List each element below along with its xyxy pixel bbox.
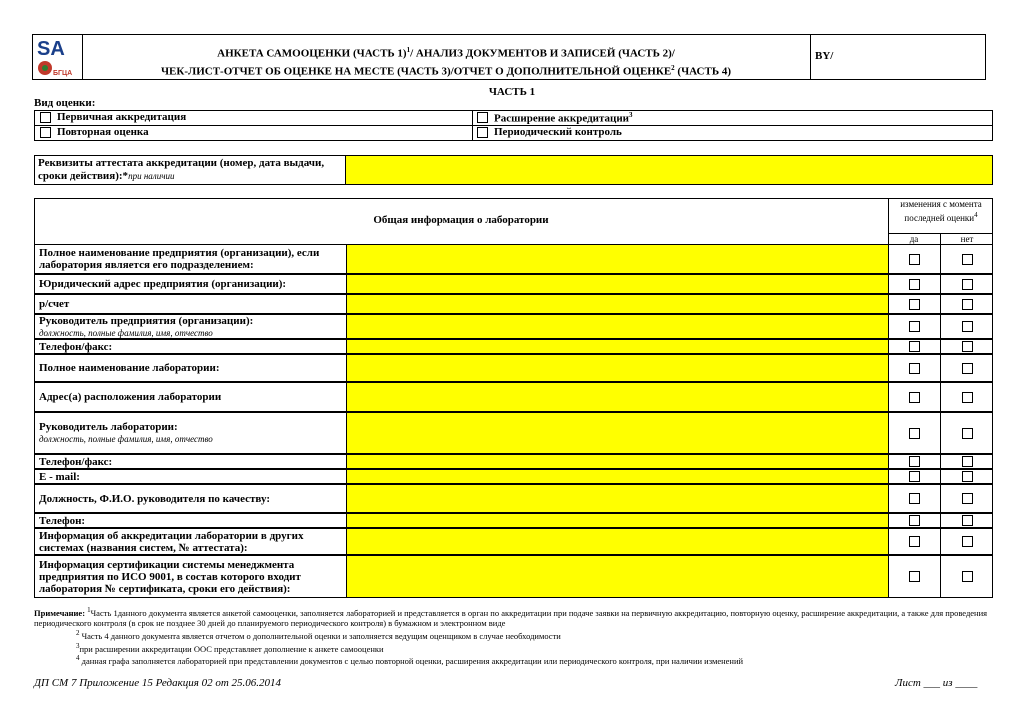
row-input[interactable]	[346, 245, 889, 273]
table-row	[34, 382, 993, 412]
title-line1: АНКЕТА САМООЦЕНКИ (ЧАСТЬ 1)	[217, 47, 407, 60]
changes-header-text: изменения с момента последней оценки	[900, 199, 982, 223]
row-label-hint: должность, полные фамилия, имя, отчество	[39, 434, 213, 444]
assessment-vline	[472, 110, 473, 141]
note-2-text: Часть 4 данного документа является отчетом о дополнительной оценки и заполняется ведущим оценщиком в случае необходимости	[81, 630, 561, 641]
row-label-text: Информация об аккредитации лаборатории в других системах (названия систем, № аттестата):	[39, 529, 304, 554]
note-3-text: при расширении аккредитации ООС представляет дополнение к анкете самооценки	[79, 643, 384, 654]
row-no-cell	[941, 315, 993, 338]
table-title: Общая информация о лаборатории	[373, 214, 549, 226]
row-label-text: E - mail:	[39, 470, 80, 483]
document-title	[84, 43, 808, 78]
checkbox-changed-no[interactable]	[962, 341, 973, 352]
row-no-cell	[941, 355, 993, 381]
checkbox-repeat[interactable]	[40, 127, 51, 138]
row-yes-cell	[889, 514, 941, 527]
row-label-text: Полное наименование предприятия (организации), если лаборатория является его подразделением:	[39, 247, 320, 271]
certificate-label-text: Реквизиты аттестата аккредитации (номер, дата выдачи, сроки действия):*	[38, 157, 325, 182]
row-label	[35, 245, 346, 273]
row-label	[35, 470, 346, 483]
title-line2-rest: (ЧАСТЬ 4)	[674, 65, 732, 78]
certificate-input[interactable]	[345, 155, 993, 185]
header-code-divider	[810, 34, 811, 80]
option-repeat-label: Повторная оценка	[57, 126, 149, 138]
row-no-cell	[941, 413, 993, 453]
checkbox-changed-no[interactable]	[962, 428, 973, 439]
row-input[interactable]	[346, 295, 889, 313]
option-primary-label: Первичная аккредитация	[57, 111, 187, 123]
checkbox-changed-no[interactable]	[962, 363, 973, 374]
row-no-cell	[941, 455, 993, 468]
title-line2: ЧЕК-ЛИСТ-ОТЧЕТ ОБ ОЦЕНКЕ НА МЕСТЕ (ЧАСТЬ 3)/ОТЧЕТ О ДОПОЛНИТЕЛЬНОЙ ОЦЕНКЕ	[160, 65, 672, 78]
logo-text: SA	[37, 38, 65, 60]
row-label-text: Адрес(а) расположения лаборатории	[39, 391, 222, 403]
row-yes-cell	[889, 413, 941, 453]
row-label-hint: должность, полные фамилия, имя, отчество	[39, 327, 213, 338]
row-label	[35, 485, 346, 512]
note-3	[34, 641, 989, 654]
table-row	[34, 314, 993, 339]
title-sup1: 1	[406, 46, 411, 54]
row-input[interactable]	[346, 485, 889, 512]
row-no-cell	[941, 514, 993, 527]
checkbox-changed-no[interactable]	[962, 536, 973, 547]
row-input[interactable]	[346, 383, 889, 411]
checkbox-changed-yes[interactable]	[909, 571, 920, 582]
certificate-label	[38, 157, 343, 183]
checkbox-changed-no[interactable]	[962, 392, 973, 403]
option-periodic[interactable]	[477, 126, 622, 138]
header-logo-divider	[82, 34, 83, 80]
checkbox-periodic[interactable]	[477, 127, 488, 138]
assessment-label: Вид оценки:	[34, 97, 96, 109]
row-yes-cell	[889, 383, 941, 411]
row-yes-cell	[889, 485, 941, 512]
row-input[interactable]	[346, 470, 889, 483]
option-repeat[interactable]	[40, 126, 149, 138]
footer-doc-id: ДП СМ 7 Приложение 15 Редакция 02 от 25.06.2014	[34, 677, 282, 689]
row-label	[35, 413, 346, 453]
option-extension-sup: 3	[629, 111, 633, 119]
row-input[interactable]	[346, 275, 889, 293]
row-label-text: Должность, Ф.И.О. руководителя по качеству:	[39, 492, 270, 505]
note-3-sup: 3	[76, 641, 80, 650]
note-4-sup: 4	[76, 654, 80, 663]
row-input[interactable]	[346, 315, 889, 338]
row-label	[35, 340, 346, 353]
row-label-text: Телефон/факс:	[39, 340, 113, 353]
col-no: нет	[960, 234, 974, 244]
row-label	[35, 383, 346, 411]
checkbox-changed-yes[interactable]	[909, 515, 920, 526]
row-yes-cell	[889, 355, 941, 381]
checkbox-changed-no[interactable]	[962, 456, 973, 467]
checkbox-changed-yes[interactable]	[909, 279, 920, 290]
row-label	[35, 275, 346, 293]
row-yes-cell	[889, 455, 941, 468]
row-yes-cell	[889, 529, 941, 554]
note-2-sup: 2	[76, 628, 80, 637]
table-row	[34, 412, 993, 454]
row-yes-cell	[889, 295, 941, 313]
col-yes: да	[909, 234, 919, 244]
changes-header	[889, 199, 993, 224]
note-4	[34, 653, 989, 666]
notes	[34, 605, 989, 666]
row-no-cell	[941, 485, 993, 512]
checkbox-changed-yes[interactable]	[909, 341, 920, 352]
table-row	[34, 513, 993, 528]
bgca-logo	[35, 37, 79, 77]
row-no-cell	[941, 470, 993, 483]
row-yes-cell	[889, 556, 941, 597]
row-label-text: Телефон:	[39, 514, 86, 527]
note-1-text: Часть 1данного документа является анкетой самооценки, заполняется лабораторией и представляется в орган по аккредитации при подаче заявки на первичную аккредитацию, повторную оценку, расширение аккредитации, а также для проведения периодического контроля (в срок не позднее 30 дней до планируемого периодического контроля) в бумажном и электронном виде	[34, 607, 988, 628]
checkbox-changed-yes[interactable]	[909, 471, 920, 482]
row-label	[35, 529, 346, 554]
checkbox-changed-no[interactable]	[962, 299, 973, 310]
row-input[interactable]	[346, 413, 889, 453]
note-4-text: данная графа заполняется лабораторией при представлении документов с целью повторной оценки, расширения аккредитации или периодического контроля, при наличии изменений	[81, 656, 744, 667]
table-row	[34, 274, 993, 294]
row-input[interactable]	[346, 355, 889, 381]
notes-title: Примечание:	[34, 607, 86, 618]
table-row	[34, 469, 993, 484]
row-no-cell	[941, 340, 993, 353]
checkbox-changed-no[interactable]	[962, 571, 973, 582]
row-label-text: Руководитель предприятия (организации):	[39, 314, 254, 327]
row-label-text: Телефон/факс:	[39, 455, 113, 468]
row-label-text: Руководитель лаборатории:	[39, 421, 178, 433]
row-input[interactable]	[346, 529, 889, 554]
row-input[interactable]	[346, 455, 889, 468]
table-row	[34, 454, 993, 469]
option-extension[interactable]	[477, 111, 633, 125]
row-yes-cell	[889, 470, 941, 483]
checkbox-changed-no[interactable]	[962, 279, 973, 290]
row-no-cell	[941, 556, 993, 597]
title-line1-rest: / АНАЛИЗ ДОКУМЕНТОВ И ЗАПИСЕЙ (ЧАСТЬ 2)/	[410, 47, 675, 60]
row-input[interactable]	[346, 514, 889, 527]
row-yes-cell	[889, 245, 941, 273]
checkbox-changed-no[interactable]	[962, 515, 973, 526]
row-input[interactable]	[346, 340, 889, 353]
row-label	[35, 295, 346, 313]
row-label-text: Информация сертификации системы менеджмента предприятия по ИСО 9001, в состав которого входит лаборатория № сертификата, сроки его действия):	[39, 558, 301, 595]
checkbox-changed-no[interactable]	[962, 471, 973, 482]
option-primary[interactable]	[40, 111, 186, 123]
row-label	[35, 514, 346, 527]
table-row	[34, 294, 993, 314]
row-label	[35, 455, 346, 468]
checkbox-changed-yes[interactable]	[909, 493, 920, 504]
row-label	[35, 556, 346, 597]
note-1	[34, 605, 989, 628]
row-no-cell	[941, 295, 993, 313]
row-no-cell	[941, 383, 993, 411]
row-label	[35, 315, 346, 338]
checkbox-changed-yes[interactable]	[909, 428, 920, 439]
option-periodic-label: Периодический контроль	[494, 126, 622, 138]
row-label-text: Полное наименование лаборатории:	[39, 362, 220, 374]
row-input[interactable]	[346, 556, 889, 597]
note-2	[34, 628, 989, 641]
footer-page: Лист ___ из ____	[895, 677, 978, 689]
checkbox-changed-yes[interactable]	[909, 254, 920, 265]
table-row	[34, 484, 993, 513]
row-no-cell	[941, 529, 993, 554]
table-row	[34, 354, 993, 382]
checkbox-changed-no[interactable]	[962, 254, 973, 265]
checkbox-changed-yes[interactable]	[909, 456, 920, 467]
checkbox-changed-yes[interactable]	[909, 536, 920, 547]
row-yes-cell	[889, 275, 941, 293]
title-sup2: 2	[671, 63, 675, 72]
checkbox-changed-no[interactable]	[962, 493, 973, 504]
certificate-note: при наличии	[128, 171, 175, 181]
checkbox-extension[interactable]	[477, 112, 488, 123]
row-yes-cell	[889, 340, 941, 353]
row-label-text: Юридический адрес предприятия (организации):	[39, 278, 287, 290]
checkbox-changed-yes[interactable]	[909, 321, 920, 332]
checkbox-changed-yes[interactable]	[909, 392, 920, 403]
table-row	[34, 339, 993, 354]
changes-sup: 4	[974, 211, 978, 219]
row-no-cell	[941, 275, 993, 293]
table-row	[34, 244, 993, 274]
row-yes-cell	[889, 315, 941, 338]
row-label	[35, 355, 346, 381]
checkbox-changed-no[interactable]	[962, 321, 973, 332]
checkbox-changed-yes[interactable]	[909, 363, 920, 374]
row-no-cell	[941, 245, 993, 273]
logo-sub: БГЦА	[53, 70, 73, 77]
row-label-text: р/счет	[39, 298, 70, 310]
checkbox-changed-yes[interactable]	[909, 299, 920, 310]
checkbox-primary[interactable]	[40, 112, 51, 123]
part-label: ЧАСТЬ 1	[488, 86, 536, 98]
table-row	[34, 555, 993, 598]
registration-code: BY/	[815, 50, 834, 62]
note-1-sup: 1	[87, 606, 91, 614]
option-extension-label: Расширение аккредитации	[494, 112, 630, 125]
table-row	[34, 528, 993, 555]
